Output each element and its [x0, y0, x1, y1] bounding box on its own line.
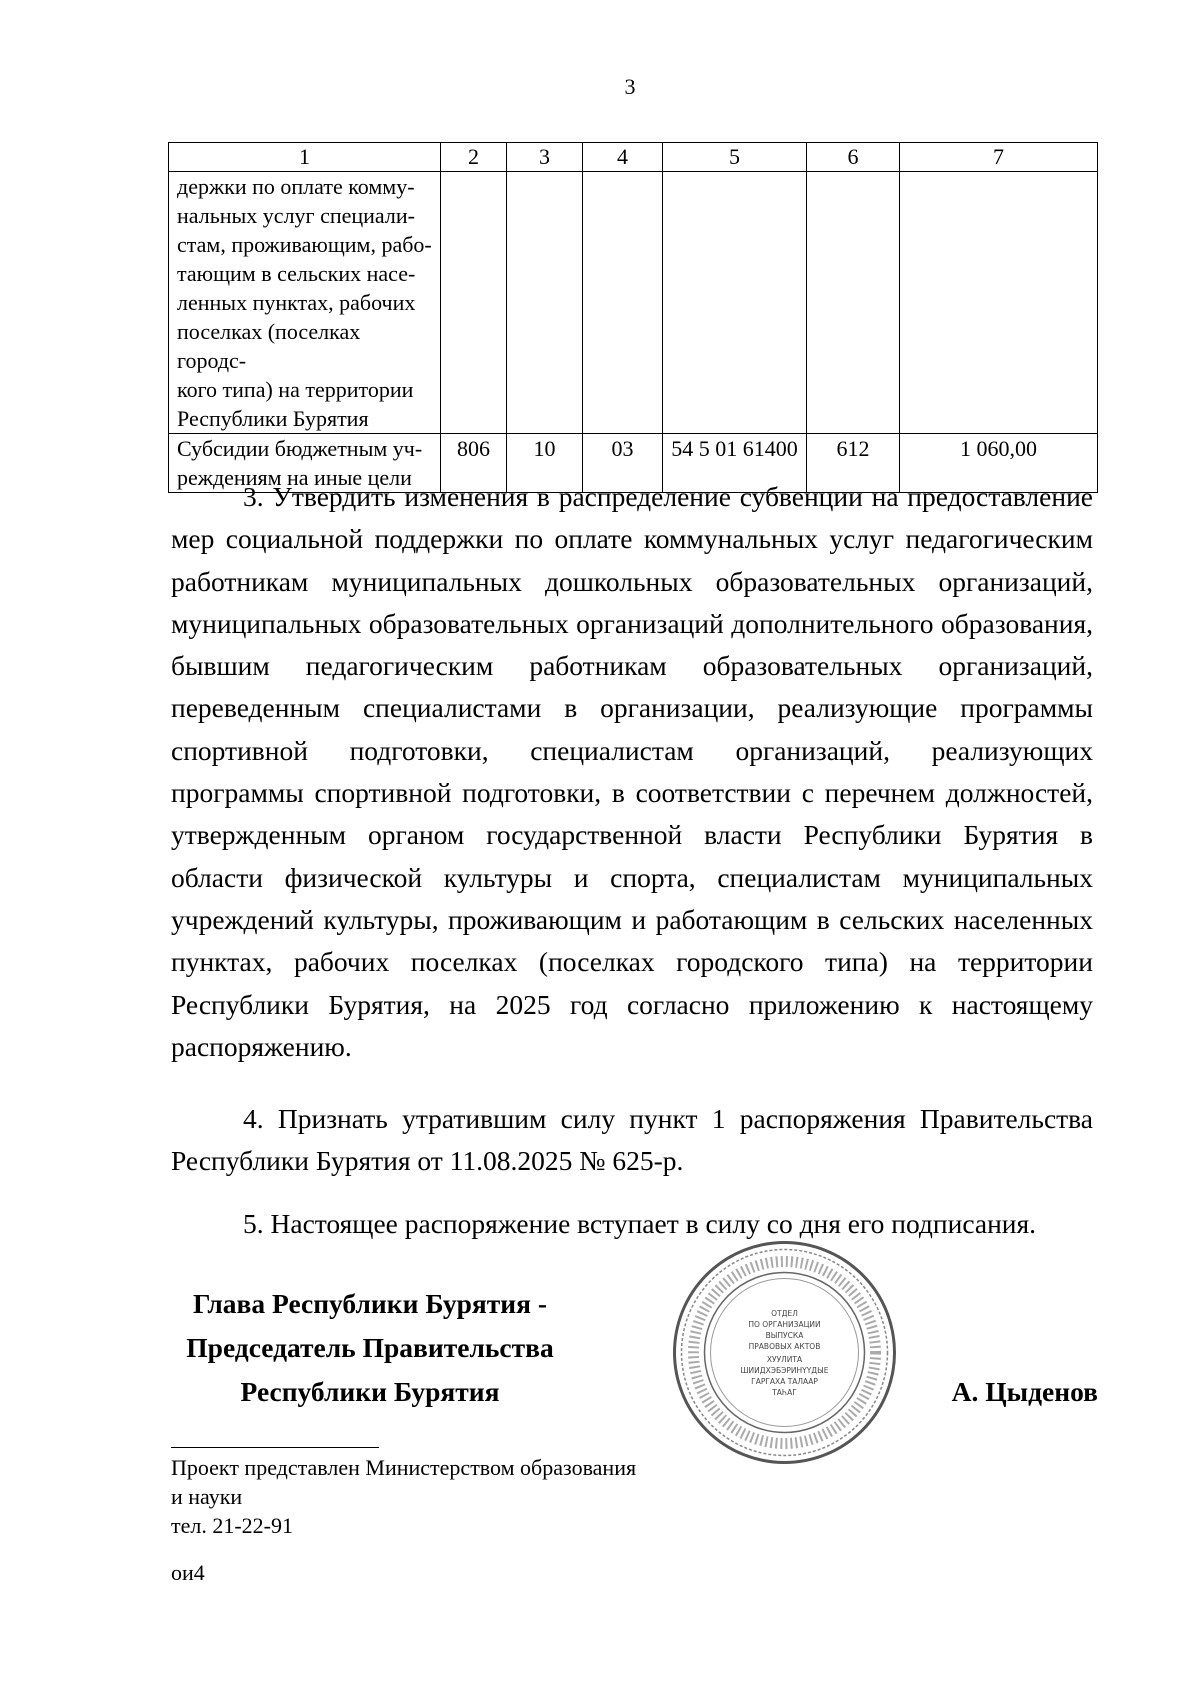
signatory-name: А. Цыденов: [951, 1376, 1098, 1407]
seal-line: ВЫПУСКА: [765, 1331, 804, 1340]
table-cell: [441, 172, 507, 434]
description-line: реждениям на иные цели: [177, 465, 412, 490]
signatory-title-line: Глава Республики Бурятия -: [192, 1288, 548, 1319]
seal-line: ТАҺАГ: [772, 1388, 797, 1397]
footnote-line: Проект представлен Министерством образования: [171, 1455, 637, 1480]
description-line: ленных пунктах, рабочих: [177, 290, 416, 315]
seal-line: ОТДЕЛ: [771, 1309, 798, 1318]
paragraph-3: 3. Утвердить изменения в распределение субвенции на предоставление мер социальной поддержки по оплате коммунальных услуг педагогическим работникам муниципальных дошкольных образовательных организаций, муниципальных образовательных организаций дополнительного образования, бывшим педагогическим работникам образовательных организаций, переведенным специалистами в организации, реализующие программы спортивной подготовки, специалистам организаций, реализующих программы спортивной подготовки, в соответствии с перечнем должностей, утвержденным органом государственной власти Республики Бурятия в области физической культуры и спорта, специалистам муниципальных учреждений культуры, проживающим и работающим в сельских населенных пунктах, рабочих поселках (поселках городского типа) на территории Республики Бурятия, на 2025 год согласно приложению к настоящему распоряжению.: [171, 481, 1093, 1062]
footnote: [171, 1453, 636, 1540]
page-number: 3: [624, 74, 636, 99]
seal-line: ШИИДХЭБЭРИНҮҮДЫЕ: [740, 1366, 829, 1375]
description-line: стам, проживающим, рабо-: [177, 232, 432, 257]
signatory-title-line: Председатель Правительства: [186, 1332, 554, 1363]
table-cell: 54 5 01 61400: [663, 434, 807, 493]
col-header: 7: [900, 143, 1098, 172]
col-header: 2: [441, 143, 507, 172]
footnote-line: тел. 21-22-91: [171, 1513, 294, 1538]
table-cell: 03: [583, 434, 663, 493]
table-cell: [583, 172, 663, 434]
table-cell: [663, 172, 807, 434]
official-seal: [672, 1240, 897, 1465]
description-line: поселках (поселках городс-: [177, 319, 361, 373]
description-line: тающим в сельских насе-: [177, 261, 416, 286]
table-cell: [507, 172, 583, 434]
table-row: [169, 172, 1098, 434]
col-header: 1: [169, 143, 441, 172]
seal-line: ПРАВОВЫХ АКТОВ: [748, 1342, 821, 1351]
col-header: 6: [807, 143, 900, 172]
table-cell: 1 060,00: [900, 434, 1098, 493]
table-cell: [900, 172, 1098, 434]
row-description: [169, 172, 441, 434]
description-line: кого типа) на территории: [177, 377, 414, 402]
footnote-line: и науки: [171, 1484, 243, 1509]
table-cell: 612: [807, 434, 900, 493]
col-header: 4: [583, 143, 663, 172]
seal-line: ПО ОРГАНИЗАЦИИ: [748, 1320, 821, 1329]
paragraph-5: 5. Настоящее распоряжение вступает в силу со дня его подписания.: [243, 1208, 1037, 1239]
table-cell: 10: [507, 434, 583, 493]
paragraph-4: 4. Признать утратившим силу пункт 1 распоряжения Правительства Республики Бурятия от 11.08.2025 № 625-р.: [171, 1103, 1093, 1177]
seal-line: ХУУЛИТА: [766, 1355, 803, 1364]
description-line: Субсидии бюджетным уч-: [177, 436, 423, 461]
document-code: ои4: [171, 1560, 205, 1585]
col-header: 5: [663, 143, 807, 172]
table-header-row: [169, 143, 1098, 172]
seal-line: ГАРГАХА ТАЛААР: [751, 1377, 818, 1386]
description-line: нальных услуг специали-: [177, 203, 415, 228]
description-line: Республики Бурятия: [177, 406, 369, 431]
footnote-divider: [171, 1447, 379, 1448]
table-cell: 806: [441, 434, 507, 493]
signatory-title-line: Республики Бурятия: [240, 1376, 500, 1407]
col-header: 3: [507, 143, 583, 172]
budget-table: [168, 142, 1098, 493]
table-cell: [807, 172, 900, 434]
description-line: держки по оплате комму-: [177, 174, 415, 199]
signatory-title: [150, 1282, 590, 1414]
